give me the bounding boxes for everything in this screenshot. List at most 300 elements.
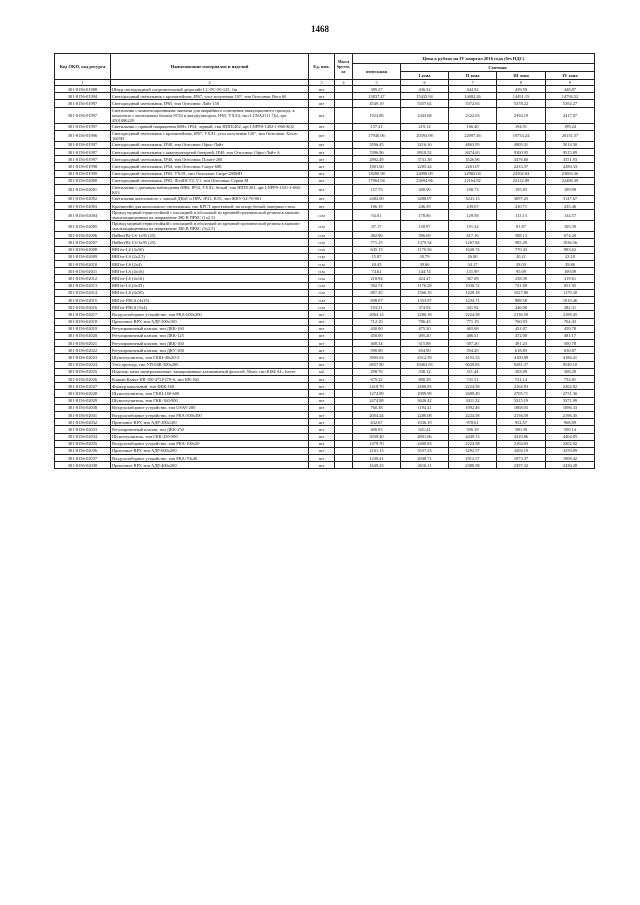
row-price-zone-2: 978.61 xyxy=(449,419,497,426)
row-mass xyxy=(335,411,353,418)
row-price-zone-3: 230.71 xyxy=(497,203,546,210)
header-name: Наименование материалов и изделий xyxy=(111,54,309,80)
row-unit: шт xyxy=(309,447,335,454)
table-row xyxy=(55,177,595,184)
row-price-zone-1: 8918.52 xyxy=(401,148,449,155)
table-row xyxy=(55,203,595,210)
col-number: 1 xyxy=(55,80,111,86)
table-row xyxy=(55,184,595,195)
row-mass xyxy=(335,433,353,440)
row-release-price: 392.74 xyxy=(353,282,401,289)
row-price-zone-2: 3526.96 xyxy=(449,156,497,163)
table-row xyxy=(55,404,595,411)
row-unit: п.м xyxy=(309,232,335,239)
row-price-zone-2: 465.68 xyxy=(449,325,497,332)
header-price-group: Цена в рублях на IV квартал 2016 года (без НДС) xyxy=(353,54,595,64)
row-release-price: 18280.98 xyxy=(353,170,401,177)
row-mass xyxy=(335,419,353,426)
row-unit: шт xyxy=(309,462,335,469)
row-code: 301-8156-02017 xyxy=(55,311,111,318)
row-mass xyxy=(335,311,353,318)
row-release-price: 3905.63 xyxy=(353,354,401,361)
row-price-zone-3: 4100.89 xyxy=(497,354,546,361)
row-code: 301-8156-01994 xyxy=(55,93,111,100)
row-price-zone-4: 883.62 xyxy=(546,246,595,253)
row-release-price: 218.94 xyxy=(353,275,401,282)
row-release-price: 430.00 xyxy=(353,325,401,332)
row-name: Кронштейн для консольного светильника, тип КРСТ приставной, на опору белый, материал сталь xyxy=(111,203,309,210)
row-price-zone-2: 3292.57 xyxy=(449,447,497,454)
row-price-zone-3: 9300.95 xyxy=(497,148,546,155)
row-price-zone-2: 486.51 xyxy=(449,332,497,339)
row-price-zone-1: 3216.16 xyxy=(401,141,449,148)
table-row xyxy=(55,455,595,462)
row-price-zone-1: 178.86 xyxy=(401,210,449,221)
row-price-zone-1: 2280.08 xyxy=(401,411,449,418)
row-price-zone-4: 448.87 xyxy=(546,86,595,93)
row-price-zone-3: 9281.37 xyxy=(497,361,546,368)
row-release-price: 406.03 xyxy=(353,426,401,433)
row-price-zone-3: 195.83 xyxy=(497,184,546,195)
row-price-zone-2: 596.19 xyxy=(449,426,497,433)
row-code: 301-8156-02000 xyxy=(55,177,111,184)
row-price-zone-3: 113.13 xyxy=(497,210,546,221)
row-price-zone-2: 166.40 xyxy=(449,123,497,130)
row-price-zone-3: 985.29 xyxy=(497,239,546,246)
row-name: ВВГнг-LS (4х16) xyxy=(111,275,309,282)
row-price-zone-2: 129.58 xyxy=(449,210,497,221)
row-price-zone-4: 2189.45 xyxy=(546,311,595,318)
row-price-zone-2: 1267.84 xyxy=(449,239,497,246)
row-price-zone-4: 459.78 xyxy=(546,325,595,332)
row-price-zone-4: 308.28 xyxy=(546,368,595,375)
row-price-zone-3: 91.87 xyxy=(497,221,546,232)
row-release-price: 3039.40 xyxy=(353,433,401,440)
row-unit: шт xyxy=(309,311,335,318)
row-price-zone-1: 475.30 xyxy=(401,325,449,332)
row-price-zone-1: 2343.68 xyxy=(401,107,449,123)
row-release-price: 389.27 xyxy=(353,86,401,93)
row-price-zone-4: 199.24 xyxy=(546,123,595,130)
row-mass xyxy=(335,156,353,163)
row-name: Регулировочный клапан, тип ДКК-250 xyxy=(111,426,309,433)
row-unit: п.м xyxy=(309,261,335,268)
row-unit: п.м xyxy=(309,210,335,221)
row-price-zone-2: 1912.57 xyxy=(449,455,497,462)
row-release-price: 6857.80 xyxy=(353,361,401,368)
row-release-price: 7496.96 xyxy=(353,148,401,155)
row-unit: шт xyxy=(309,170,335,177)
row-mass xyxy=(335,447,353,454)
row-code: 301-8156-02025 xyxy=(55,368,111,375)
row-price-zone-3: 888.58 xyxy=(497,296,546,303)
row-unit: шт xyxy=(309,433,335,440)
row-release-price: 468.34 xyxy=(353,340,401,347)
row-price-zone-3: 2394.19 xyxy=(497,107,546,123)
row-mass xyxy=(335,462,353,469)
header-code: Код ОКП, код ресурса xyxy=(55,54,111,80)
header-zone-2: II зона xyxy=(449,72,497,80)
row-unit: м2 xyxy=(309,368,335,375)
row-price-zone-2: 2224.58 xyxy=(449,411,497,418)
row-price-zone-3: 2156.59 xyxy=(497,411,546,418)
row-code: 301-8156-02022 xyxy=(55,347,111,354)
table-row xyxy=(55,221,595,232)
row-mass xyxy=(335,221,353,232)
row-price-zone-1: 3280.07 xyxy=(401,195,449,202)
row-code: 301-8156-02020 xyxy=(55,332,111,339)
row-name: Узел прохода, тип УП-04К-300х200 xyxy=(111,361,309,368)
row-price-zone-3: 22122.89 xyxy=(497,177,546,184)
row-release-price: 771.15 xyxy=(353,239,401,246)
row-release-price: 15.87 xyxy=(353,253,401,260)
row-price-zone-4: 1179.30 xyxy=(546,289,595,296)
table-row xyxy=(55,311,595,318)
row-unit: шт xyxy=(309,318,335,325)
row-price-zone-4: 764.43 xyxy=(546,318,595,325)
row-mass xyxy=(335,123,353,130)
row-price-zone-2: 191.32 xyxy=(449,221,497,232)
row-code: 301-8156-02033 xyxy=(55,426,111,433)
row-unit: шт xyxy=(309,397,335,404)
row-mass xyxy=(335,390,353,397)
row-unit: п.м xyxy=(309,246,335,253)
row-price-zone-2: 2261.07 xyxy=(449,163,497,170)
row-code: 301-8156-02021 xyxy=(55,340,111,347)
row-release-price: 2054.24 xyxy=(353,411,401,418)
row-price-zone-4: 5014.38 xyxy=(546,141,595,148)
table-row xyxy=(55,390,595,397)
row-mass xyxy=(335,203,353,210)
table-row xyxy=(55,246,595,253)
table-row xyxy=(55,253,595,260)
table-row xyxy=(55,130,595,141)
row-price-zone-4: 1908.42 xyxy=(546,455,595,462)
row-price-zone-2: 14682.26 xyxy=(449,93,497,100)
row-release-price: 20.45 xyxy=(353,261,401,268)
row-price-zone-4: 590.14 xyxy=(546,426,595,433)
row-price-zone-1: 2048.72 xyxy=(401,455,449,462)
row-price-zone-4: 4186.41 xyxy=(546,354,595,361)
row-price-zone-4: 105.39 xyxy=(546,221,595,232)
row-price-zone-1: 515.88 xyxy=(401,340,449,347)
table-row xyxy=(55,100,595,107)
row-price-zone-4: 3371.99 xyxy=(546,397,595,404)
row-price-zone-4: 1036.56 xyxy=(546,239,595,246)
row-price-zone-3: 3476.60 xyxy=(497,156,546,163)
row-price-zone-2: 2224.58 xyxy=(449,311,497,318)
table-row xyxy=(55,261,595,268)
row-price-zone-3: 3315.19 xyxy=(497,397,546,404)
row-code: 301-8156-01997 xyxy=(55,141,111,148)
row-unit: шт xyxy=(309,107,335,123)
row-price-zone-4: 2280.33 xyxy=(546,163,595,170)
row-price-zone-3: 14491.15 xyxy=(497,93,546,100)
row-unit: шт xyxy=(309,148,335,155)
row-release-price: 1274.89 xyxy=(353,390,401,397)
row-name: Шумоглушитель, тип ГКШ-40х20-2 xyxy=(111,354,309,361)
row-unit: п.м xyxy=(309,268,335,275)
row-code: 301-8156-02003 xyxy=(55,203,111,210)
row-price-zone-3: 194.91 xyxy=(497,123,546,130)
row-code: 301-8156-02023 xyxy=(55,354,111,361)
row-mass xyxy=(335,318,353,325)
row-price-zone-1: 338.12 xyxy=(401,368,449,375)
row-unit: шт xyxy=(309,141,335,148)
row-code: 301-8156-01999 xyxy=(55,170,111,177)
row-code: 301-8156-02015 xyxy=(55,296,111,303)
row-unit: п.м xyxy=(309,275,335,282)
row-mass xyxy=(335,455,353,462)
row-price-zone-3: 618.85 xyxy=(497,347,546,354)
row-price-zone-4: 134.57 xyxy=(546,210,595,221)
row-name: Провод медный термостойкий с изоляцией и оболочкой из кремний-органической резины в мягким-эмалезащищенным на напряжение 380 В ПРКС (5х2,5) xyxy=(111,221,309,232)
row-code: 301-8156-01997 xyxy=(55,148,111,155)
row-price-zone-4: 734.81 xyxy=(546,376,595,383)
row-code: 301-8156-02010 xyxy=(55,261,111,268)
row-release-price: 1923.86 xyxy=(353,107,401,123)
row-price-zone-2: 1092.46 xyxy=(449,404,497,411)
row-mass xyxy=(335,347,353,354)
row-mass xyxy=(335,332,353,339)
row-unit: шт xyxy=(309,455,335,462)
row-price-zone-1: 2616.11 xyxy=(401,462,449,469)
table-row xyxy=(55,419,595,426)
row-price-zone-2: 2224.58 xyxy=(449,440,497,447)
row-price-zone-2: 1428.18 xyxy=(449,289,497,296)
row-price-zone-2: 507.20 xyxy=(449,340,497,347)
table-row xyxy=(55,332,595,339)
row-price-zone-2: 617.16 xyxy=(449,232,497,239)
row-price-zone-1: 39.66 xyxy=(401,261,449,268)
table-row xyxy=(55,195,595,202)
row-mass xyxy=(335,296,353,303)
row-price-zone-1: 4801.66 xyxy=(401,433,449,440)
row-price-zone-3: 770.43 xyxy=(497,246,546,253)
row-unit: шт xyxy=(309,325,335,332)
row-code: 301-8156-01988 xyxy=(55,86,111,93)
row-price-zone-3: 760.93 xyxy=(497,318,546,325)
row-code: 301-8156-02038 xyxy=(55,462,111,469)
row-mass xyxy=(335,340,353,347)
col-number: 2 xyxy=(111,80,309,86)
row-mass xyxy=(335,368,353,375)
row-release-price: 760.38 xyxy=(353,404,401,411)
row-price-zone-1: 374.94 xyxy=(401,304,449,311)
row-price-zone-1: 1036.19 xyxy=(401,419,449,426)
row-price-zone-1: 2999.99 xyxy=(401,390,449,397)
row-release-price: 807.45 xyxy=(353,289,401,296)
row-release-price: 74.62 xyxy=(353,268,401,275)
row-name: Воздухозаборное устройство, тип РКА-100х50 xyxy=(111,440,309,447)
row-unit: шт xyxy=(309,184,335,195)
row-name: ПвВнг(B)-LS-1х95 (25) xyxy=(111,232,309,239)
row-mass xyxy=(335,275,353,282)
row-mass xyxy=(335,440,353,447)
row-price-zone-2: 9639.83 xyxy=(449,361,497,368)
table-row xyxy=(55,163,595,170)
row-name: ВВГнг-LS (2х4) xyxy=(111,261,309,268)
row-code: 301-8156-02037 xyxy=(55,455,111,462)
row-price-zone-2: 741.51 xyxy=(449,376,497,383)
row-mass xyxy=(335,361,353,368)
row-mass xyxy=(335,184,353,195)
table-row xyxy=(55,296,595,303)
row-price-zone-1: 3731.38 xyxy=(401,156,449,163)
row-unit: шт xyxy=(309,376,335,383)
table-row xyxy=(55,397,595,404)
row-price-zone-1: 1194.41 xyxy=(401,404,449,411)
row-price-zone-4: 481.17 xyxy=(546,332,595,339)
row-price-zone-3: 2233.37 xyxy=(497,163,546,170)
row-price-zone-3: 19753.24 xyxy=(497,130,546,141)
row-price-zone-3: 4905.31 xyxy=(497,141,546,148)
row-release-price: 193.31 xyxy=(353,304,401,311)
row-mass xyxy=(335,130,353,141)
row-price-zone-1: 1176.28 xyxy=(401,282,449,289)
row-release-price: 482.96 xyxy=(353,232,401,239)
row-code: 301-8156-02026 xyxy=(55,376,111,383)
row-name: Воздухозаборное устройство, тип USAV-200 xyxy=(111,404,309,411)
row-price-zone-1: 4312.59 xyxy=(401,354,449,361)
row-price-zone-4: 1019.46 xyxy=(546,296,595,303)
row-unit: шт xyxy=(309,130,335,141)
table-row xyxy=(55,156,595,163)
row-price-zone-4: 29.86 xyxy=(546,261,595,268)
row-release-price: 2892.49 xyxy=(353,156,401,163)
row-price-zone-4: 2196.45 xyxy=(546,411,595,418)
row-name: Шумоглушитель, тип ГКК-250-990 xyxy=(111,433,309,440)
header-zone-3: III зона xyxy=(497,72,546,80)
row-name: Светодиодный светильник с кронштейном, IP67, УХЛ1, угол излучения 120°, тип Оптолюкс Холло 1065Н xyxy=(111,130,309,141)
row-unit: шт xyxy=(309,419,335,426)
row-price-zone-1: 641.42 xyxy=(401,426,449,433)
row-release-price: 2482.00 xyxy=(353,195,401,202)
row-price-zone-2: 34.17 xyxy=(449,261,497,268)
header-unit: Ед. изм. xyxy=(309,54,335,80)
row-name: Светодиодный светильник, IP40, тип Оптолюкс Офис-Лайт xyxy=(111,141,309,148)
row-mass xyxy=(335,253,353,260)
row-price-zone-4: 500.78 xyxy=(546,340,595,347)
row-code: 301-8156-02013 xyxy=(55,282,111,289)
row-price-zone-3: 491.23 xyxy=(497,340,546,347)
row-price-zone-4: 2417.07 xyxy=(546,107,595,123)
row-name: Светодиодный светильник, IP65, IExdIICT4, V1, тип Оптолюкс Стрим М xyxy=(111,177,309,184)
row-unit: шт xyxy=(309,426,335,433)
row-release-price: 1801.60 xyxy=(353,163,401,170)
row-mass xyxy=(335,141,353,148)
row-mass xyxy=(335,148,353,155)
row-name: Регулировочный клапан, тип ДКК-125 xyxy=(111,332,309,339)
row-unit: п.м xyxy=(309,253,335,260)
row-price-zone-3: 22564.84 xyxy=(497,170,546,177)
row-price-zone-3: 28.03 xyxy=(497,261,546,268)
table-row xyxy=(55,304,595,311)
row-release-price: 679.22 xyxy=(353,376,401,383)
row-price-zone-1: 786.43 xyxy=(401,318,449,325)
row-unit: шт xyxy=(309,163,335,170)
row-name: Регулировочный клапан, тип ДКК-160 xyxy=(111,325,309,332)
row-release-price: 13837.47 xyxy=(353,93,401,100)
table-row xyxy=(55,86,595,93)
row-name: Регулировочный клапан, тип ДКК-160 xyxy=(111,340,309,347)
table-row xyxy=(55,275,595,282)
row-name: Светодиодный светильник с аккумуляторной батареей, IP40, тип Оптолюкс Офис-Лайт-А xyxy=(111,148,309,155)
row-price-zone-3: 246.08 xyxy=(497,304,546,311)
row-price-zone-1: 808.28 xyxy=(401,376,449,383)
row-mass xyxy=(335,239,353,246)
table-row xyxy=(55,282,595,289)
row-price-zone-1: 2400.83 xyxy=(401,383,449,390)
row-mass xyxy=(335,107,353,123)
row-name: ВВГнг-FRLS (4х35) xyxy=(111,296,309,303)
row-mass xyxy=(335,304,353,311)
row-name: ВВГнг-LS (4х16) xyxy=(111,268,309,275)
row-code: 301-8156-02024 xyxy=(55,361,111,368)
row-price-zone-3: 95.09 xyxy=(497,268,546,275)
row-code: 301-8156-02029 xyxy=(55,397,111,404)
row-unit: шт xyxy=(309,100,335,107)
row-code: 301-8156-02009 xyxy=(55,253,111,260)
row-name: Светильник с датчиком наблюдения 60Вт, IP54, УХЛ2, белый, тип НПП1301, арт LNPP0-1301-1-060-K03 xyxy=(111,184,309,195)
row-price-zone-1: 596.69 xyxy=(401,232,449,239)
row-code: 301-8156-02019 xyxy=(55,325,111,332)
table-row xyxy=(55,93,595,100)
row-price-zone-2: 4152.33 xyxy=(449,354,497,361)
row-price-zone-2: 2322.03 xyxy=(449,107,497,123)
row-name: Светодиодный светильник с кронштейном, IP67, угол излучения 110°, тип Оптолюкс Вега 60 xyxy=(111,93,309,100)
row-price-zone-2: 22982.04 xyxy=(449,170,497,177)
row-mass xyxy=(335,232,353,239)
row-price-zone-4: 3147.67 xyxy=(546,195,595,202)
table-row xyxy=(55,462,595,469)
row-price-zone-2: 239.07 xyxy=(449,203,497,210)
row-name: Светодиодный светильник, IP65, тип Оптолюкс Лайт 150 xyxy=(111,100,309,107)
row-release-price: 17964.94 xyxy=(353,177,401,184)
row-release-price: 1649.23 xyxy=(353,462,401,469)
row-price-zone-2: 367.08 xyxy=(449,275,497,282)
row-code: 301-8156-02035 xyxy=(55,440,111,447)
row-unit: шт xyxy=(309,361,335,368)
row-price-zone-4: 23063.36 xyxy=(546,170,595,177)
row-code: 301-8156-01997 xyxy=(55,123,111,130)
row-unit: шт xyxy=(309,93,335,100)
row-release-price: 92.01 xyxy=(353,210,401,221)
row-unit: п.м xyxy=(309,282,335,289)
row-price-zone-3: 5378.22 xyxy=(497,100,546,107)
row-release-price: 1479.70 xyxy=(353,440,401,447)
row-mass xyxy=(335,261,353,268)
row-unit: шт xyxy=(309,354,335,361)
row-price-zone-1: 424.47 xyxy=(401,275,449,282)
row-price-zone-3: 952.57 xyxy=(497,419,546,426)
table-row xyxy=(55,107,595,123)
table-row xyxy=(55,354,595,361)
row-price-zone-4: 9515.89 xyxy=(546,148,595,155)
row-price-zone-2: 311.44 xyxy=(449,368,497,375)
row-mass xyxy=(335,404,353,411)
row-price-zone-4: 968.89 xyxy=(546,419,595,426)
row-price-zone-3: 3204.19 xyxy=(497,447,546,454)
row-code: 301-8156-02011 xyxy=(55,268,111,275)
row-price-zone-4: 235.46 xyxy=(546,203,595,210)
row-price-zone-1: 23694.96 xyxy=(401,177,449,184)
row-code: 301-8156-02007 xyxy=(55,239,111,246)
row-code: 301-8156-02001 xyxy=(55,184,111,195)
row-price-zone-2: 5372.63 xyxy=(449,100,497,107)
row-name: ВВГнг-FRLS (5х4) xyxy=(111,304,309,311)
row-price-zone-2: 8474.65 xyxy=(449,148,497,155)
